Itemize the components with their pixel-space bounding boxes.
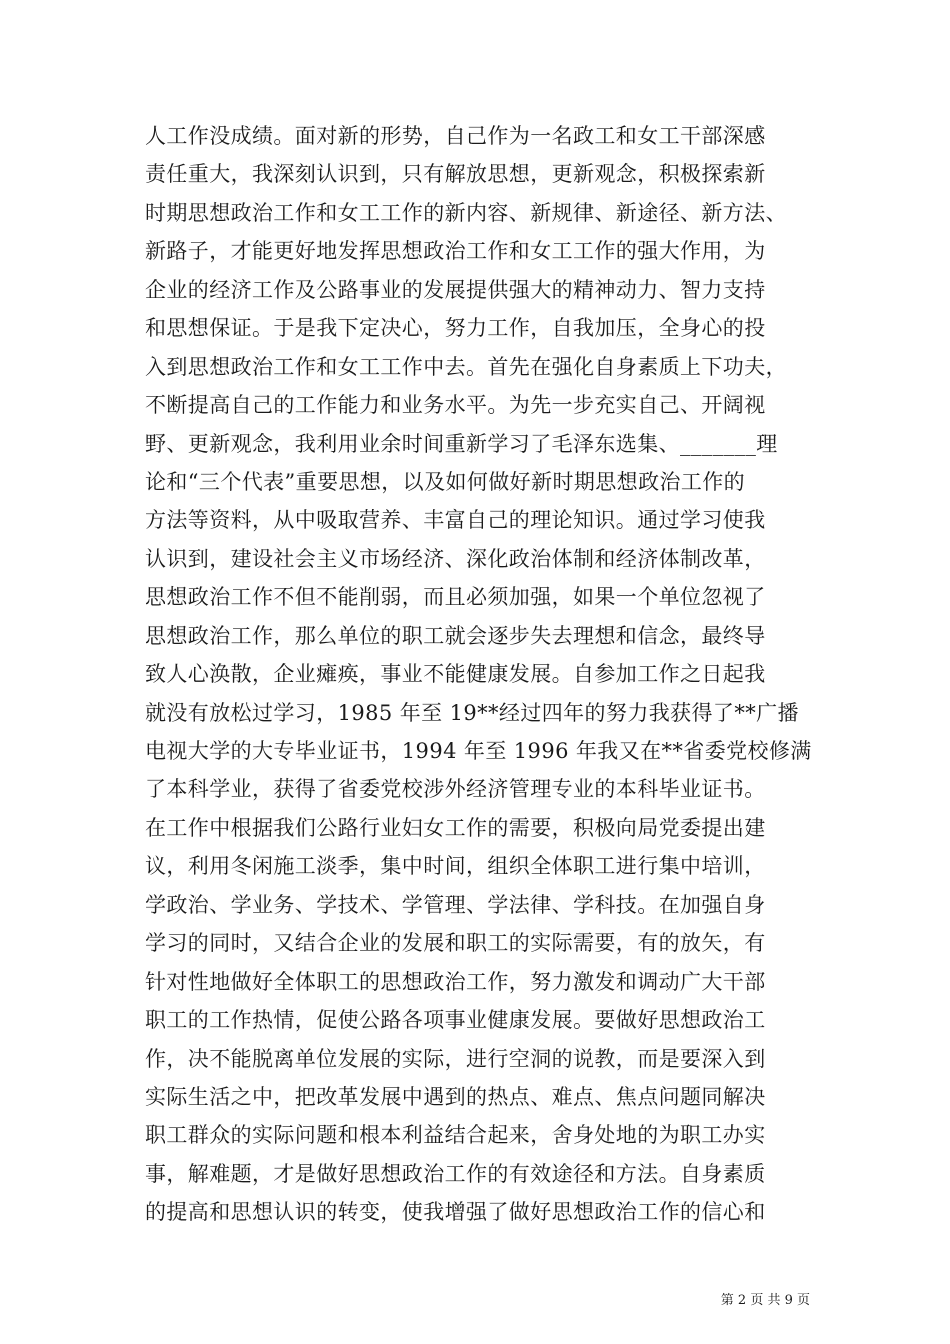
body-text — [145, 117, 815, 1232]
text-line: 就没有放松过学习，1985 年至 19**经过四年的努力我获得了**广播 — [145, 700, 799, 725]
text-line: 电视大学的大专毕业证书，1994 年至 1996 年我又在**省委党校修满 — [145, 739, 812, 763]
text-line: 议，利用冬闲施工淡季，集中时间，组织全体职工进行集中培训， — [145, 854, 766, 879]
text-line: 方法等资料，从中吸取营养、丰富自己的理论知识。通过学习使我 — [145, 508, 766, 533]
text-line: 学政治、学业务、学技术、学管理、学法律、学科技。在加强自身 — [145, 892, 766, 917]
text-line: 人工作没成绩。面对新的形势，自己作为一名政工和女工干部深感 — [145, 124, 766, 148]
text-line: 企业的经济工作及公路事业的发展提供强大的精神动力、智力支持 — [145, 277, 766, 302]
text-line: 思想政治工作，那么单位的职工就会逐步失去理想和信念，最终导 — [145, 623, 766, 648]
text-line: 职工的工作热情，促使公路各项事业健康发展。要做好思想政治工 — [145, 1008, 766, 1033]
text-line: 的提高和思想认识的转变，使我增强了做好思想政治工作的信心和 — [145, 1200, 766, 1225]
text-line: 实际生活之中，把改革发展中遇到的热点、难点、焦点问题同解决 — [145, 1084, 766, 1109]
text-line: 针对性地做好全体职工的思想政治工作，努力激发和调动广大干部 — [145, 969, 766, 994]
text-line: 论和“三个代表”重要思想，以及如何做好新时期思想政治工作的 — [145, 469, 746, 494]
text-line: 野、更新观念，我利用业余时间重新学习了毛泽东选集、_______理 — [145, 431, 778, 456]
text-line: 新路子，才能更好地发挥思想政治工作和女工工作的强大作用，为 — [145, 239, 766, 264]
text-line: 和思想保证。于是我下定决心，努力工作，自我加压，全身心的投 — [145, 316, 766, 341]
text-line: 作，决不能脱离单位发展的实际，进行空洞的说教，而是要深入到 — [145, 1046, 766, 1071]
text-line: 时期思想政治工作和女工工作的新内容、新规律、新途径、新方法、 — [145, 200, 787, 225]
text-line: 入到思想政治工作和女工工作中去。首先在强化自身素质上下功夫， — [145, 354, 787, 379]
text-line: 事，解难题，才是做好思想政治工作的有效途径和方法。自身素质 — [145, 1161, 766, 1186]
text-line: 认识到，建设社会主义市场经济、深化政治体制和经济体制改革， — [145, 546, 766, 571]
text-line: 在工作中根据我们公路行业妇女工作的需要，积极向局党委提出建 — [145, 815, 766, 840]
text-line: 职工群众的实际问题和根本利益结合起来，舍身处地的为职工办实 — [145, 1123, 766, 1148]
text-line: 思想政治工作不但不能削弱，而且必须加强，如果一个单位忽视了 — [145, 585, 766, 610]
text-line: 责任重大，我深刻认识到，只有解放思想，更新观念，积极探索新 — [145, 162, 766, 187]
text-line: 不断提高自己的工作能力和业务水平。为先一步充实自己、开阔视 — [145, 393, 766, 418]
text-line: 了本科学业，获得了省委党校涉外经济管理专业的本科毕业证书。 — [145, 777, 766, 802]
page-number: 第 2 页 共 9 页 — [720, 1293, 810, 1308]
text-line: 致人心涣散，企业瘫痪，事业不能健康发展。自参加工作之日起我 — [145, 662, 766, 687]
text-line: 学习的同时，又结合企业的发展和职工的实际需要，有的放矢，有 — [145, 931, 766, 956]
